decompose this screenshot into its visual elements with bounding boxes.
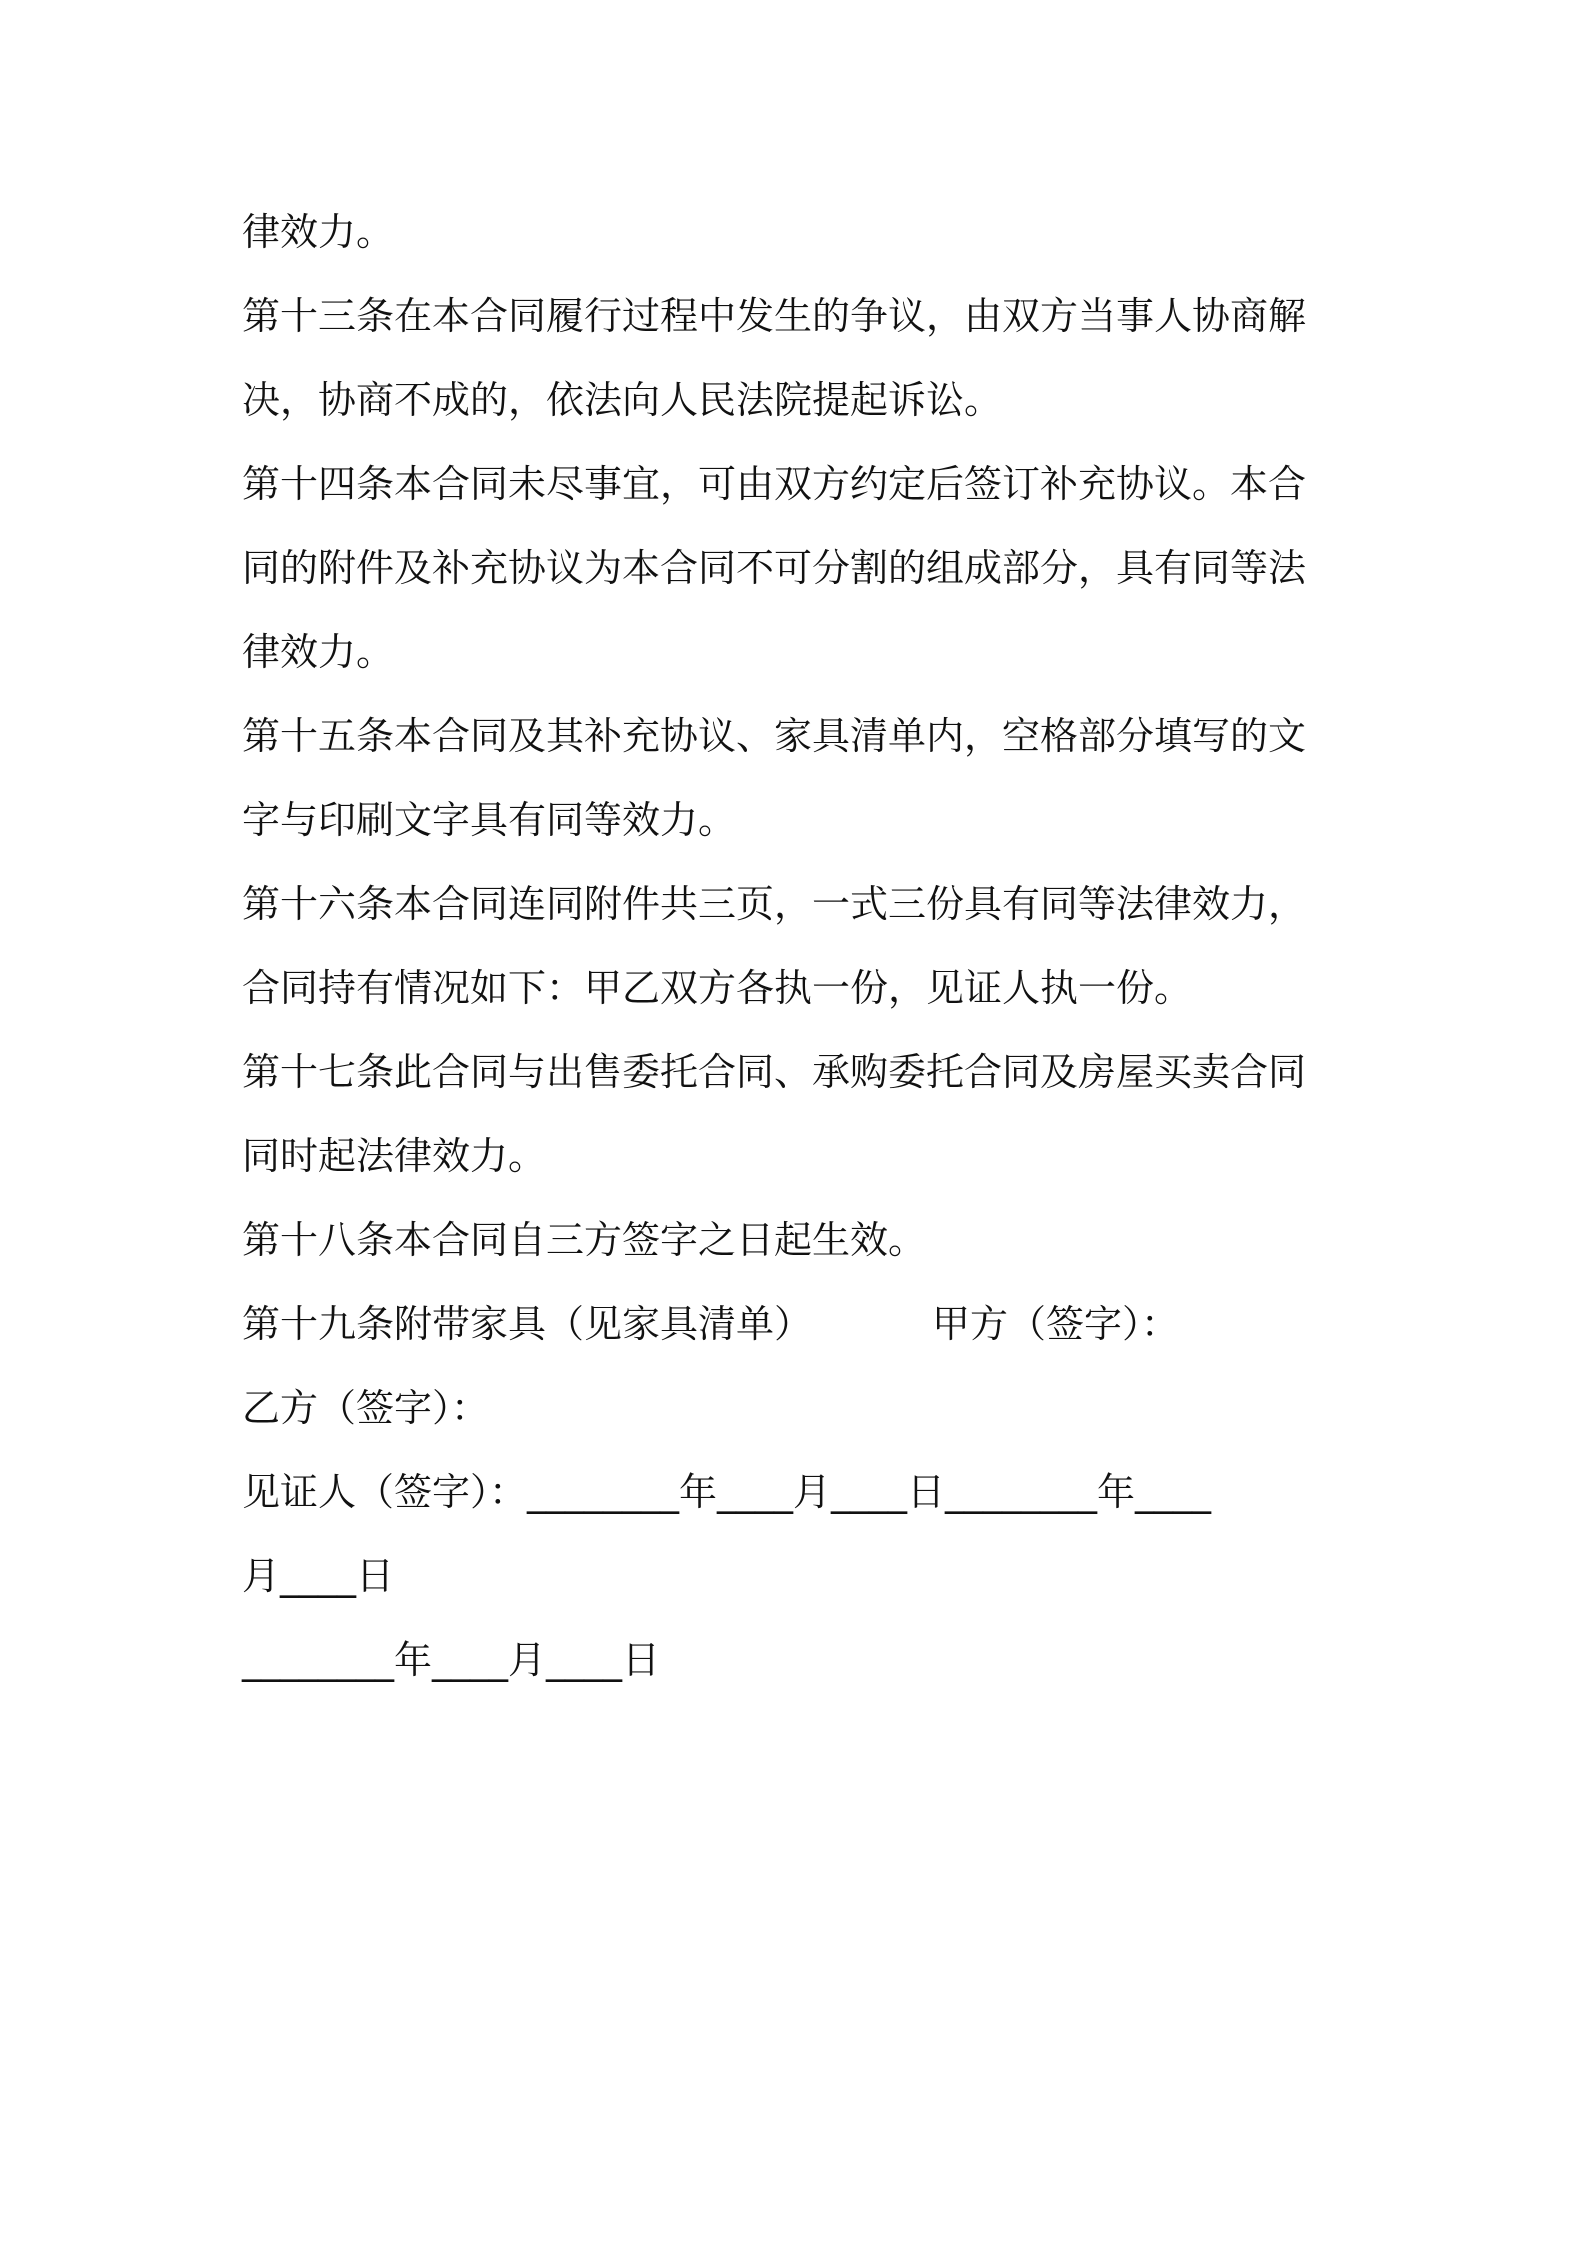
date-line: ________年____月____日 xyxy=(242,1638,661,1682)
clause-15-line-2: 字与印刷文字具有同等效力。 xyxy=(242,798,737,842)
clause-19-row xyxy=(242,1282,1362,1366)
clause-14-line-2: 同的附件及补充协议为本合同不可分割的组成部分，具有同等法 xyxy=(242,546,1307,590)
document-body xyxy=(242,190,1362,1702)
witness-signature-date-line: 见证人（签字）：________年____月____日________年____ xyxy=(242,1470,1212,1514)
clause-17-line-1: 第十七条此合同与出售委托合同、承购委托合同及房屋买卖合同 xyxy=(242,1050,1307,1094)
party-a-signature-label: 甲方（签字）： xyxy=(932,1302,1180,1346)
party-b-signature-label: 乙方（签字）： xyxy=(242,1386,490,1430)
clause-17-line-2: 同时起法律效力。 xyxy=(242,1134,547,1178)
clause-14-line-3: 律效力。 xyxy=(242,630,395,674)
clause-15-line-1: 第十五条本合同及其补充协议、家具清单内，空格部分填写的文 xyxy=(242,714,1307,758)
clause-16-line-2: 合同持有情况如下：甲乙双方各执一份，见证人执一份。 xyxy=(242,966,1193,1010)
clause-13-line-2: 决，协商不成的，依法向人民法院提起诉讼。 xyxy=(242,378,1003,422)
clause-16-line-1: 第十六条本合同连同附件共三页，一式三份具有同等法律效力， xyxy=(242,882,1307,926)
date-line-continuation: 月____日 xyxy=(242,1554,395,1598)
clause-12-continuation: 律效力。 xyxy=(242,210,395,254)
clause-14-line-1: 第十四条本合同未尽事宜，可由双方约定后签订补充协议。本合 xyxy=(242,462,1307,506)
clause-13-line-1: 第十三条在本合同履行过程中发生的争议，由双方当事人协商解 xyxy=(242,294,1307,338)
clause-18: 第十八条本合同自三方签字之日起生效。 xyxy=(242,1218,927,1262)
clause-19: 第十九条附带家具（见家具清单） xyxy=(242,1302,813,1346)
